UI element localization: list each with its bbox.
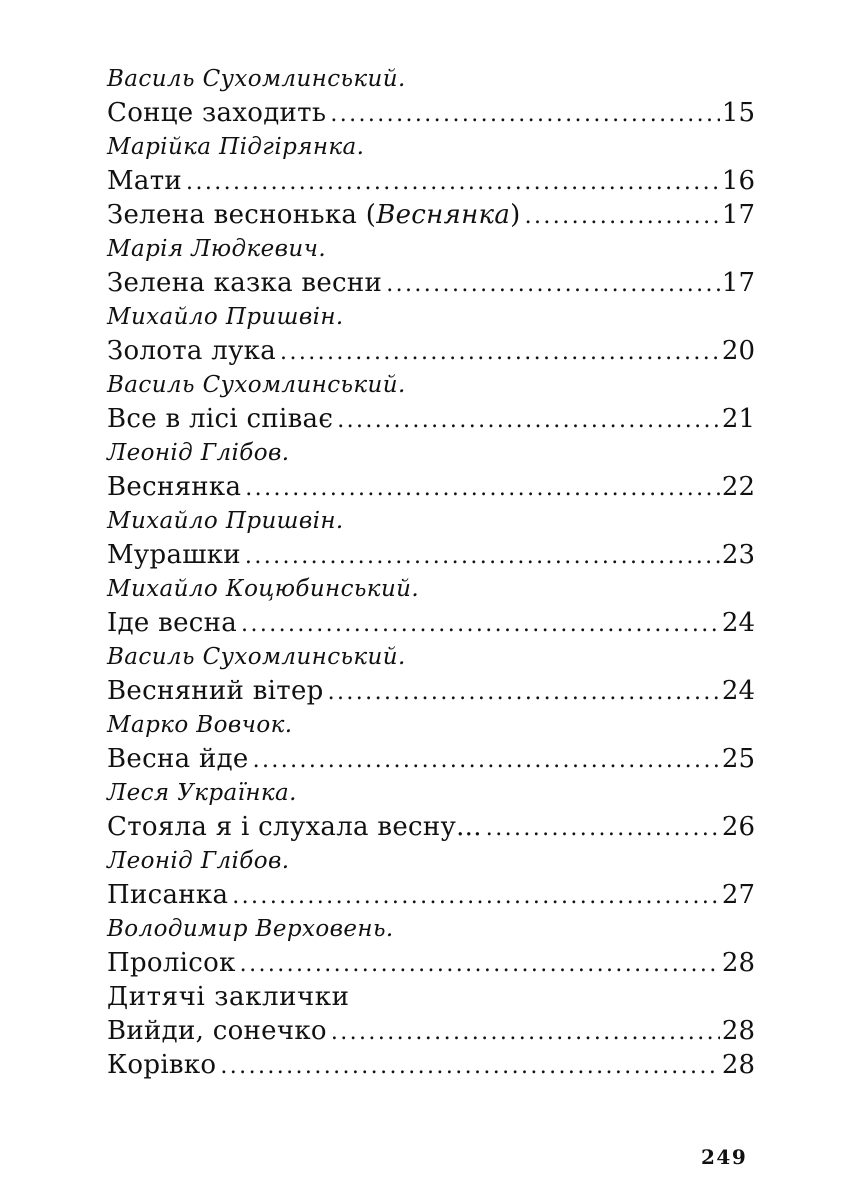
toc-author: Марко Вовчок. (107, 712, 293, 738)
toc-page-number: 28 (721, 1016, 755, 1046)
toc-entry (107, 640, 755, 708)
toc-entry (107, 62, 755, 130)
toc-line (107, 1048, 755, 1082)
toc-entry (107, 232, 755, 300)
toc-line (107, 538, 755, 572)
dot-leader (245, 472, 720, 506)
toc-title: Мати (107, 166, 183, 196)
toc-entry (107, 1014, 755, 1048)
toc-entry (107, 572, 755, 640)
toc-line (107, 266, 755, 300)
toc-page-number: 24 (721, 676, 755, 706)
toc-entry (107, 708, 755, 776)
table-of-contents (107, 62, 755, 1082)
toc-title: Пролісок (107, 948, 236, 978)
toc-line (107, 742, 755, 776)
toc-author: Василь Сухомлинський. (107, 66, 406, 92)
toc-author: Марійка Підгірянка. (107, 134, 365, 160)
toc-title: Мурашки (107, 540, 241, 570)
dot-leader (245, 540, 720, 574)
dot-leader (241, 608, 720, 642)
toc-entry (107, 912, 755, 980)
dot-leader (337, 404, 720, 438)
toc-title: Сонце заходить (107, 98, 327, 128)
toc-author: Леся Українка. (107, 780, 297, 806)
toc-entry (107, 776, 755, 844)
toc-author: Леонід Глібов. (107, 848, 290, 874)
dot-leader (232, 880, 720, 914)
toc-page-number: 26 (721, 812, 755, 842)
toc-page-number: 21 (721, 404, 755, 434)
toc-line (107, 198, 755, 232)
dot-leader (525, 200, 720, 234)
toc-page-number: 23 (721, 540, 755, 570)
toc-title: Вийди, сонечко (107, 1016, 327, 1046)
toc-title: Золота лука (107, 336, 277, 366)
toc-title: Писанка (107, 880, 229, 910)
toc-entry (107, 1048, 755, 1082)
toc-title (107, 198, 521, 232)
section-heading: Дитячі заклички (107, 982, 350, 1012)
toc-line (107, 1014, 755, 1048)
toc-entry (107, 436, 755, 504)
toc-line (107, 606, 755, 640)
toc-entry (107, 368, 755, 436)
toc-line (107, 674, 755, 708)
toc-page-number: 16 (721, 166, 755, 196)
toc-entry (107, 198, 755, 232)
toc-page-number: 25 (721, 744, 755, 774)
toc-entry (107, 844, 755, 912)
dot-leader (328, 676, 720, 710)
toc-page-number: 24 (721, 608, 755, 638)
dot-leader (253, 744, 720, 778)
toc-title: Весна йде (107, 744, 249, 774)
toc-author: Леонід Глібов. (107, 440, 290, 466)
toc-line (107, 946, 755, 980)
toc-page-number: 20 (721, 336, 755, 366)
toc-line (107, 96, 755, 130)
toc-author: Михайло Коцюбинський. (107, 576, 420, 602)
toc-entry (107, 504, 755, 572)
toc-author: Василь Сухомлинський. (107, 644, 406, 670)
toc-title-close: ) (510, 200, 521, 230)
toc-page-number: 28 (721, 948, 755, 978)
dot-leader (220, 1050, 720, 1084)
dot-leader (330, 98, 720, 132)
toc-page-number: 22 (721, 472, 755, 502)
toc-line (107, 470, 755, 504)
dot-leader (486, 812, 720, 846)
toc-author: Марія Людкевич. (107, 236, 327, 262)
dot-leader (331, 1016, 720, 1050)
toc-author: Василь Сухомлинський. (107, 372, 406, 398)
dot-leader (240, 948, 720, 982)
toc-line (107, 878, 755, 912)
toc-title: Весняний вітер (107, 676, 324, 706)
toc-title-main: Зелена веснонька ( (107, 200, 377, 230)
toc-entry (107, 300, 755, 368)
page-number: 249 (701, 1145, 748, 1169)
toc-title: Веснянка (107, 472, 242, 502)
dot-leader (280, 336, 720, 370)
toc-entry (107, 130, 755, 198)
toc-author: Михайло Пришвін. (107, 508, 344, 534)
toc-page-number: 27 (721, 880, 755, 910)
toc-title: Корівко (107, 1050, 217, 1080)
toc-page-number: 17 (721, 200, 755, 230)
dot-leader (386, 268, 720, 302)
toc-page-number: 28 (721, 1050, 755, 1080)
dot-leader (186, 166, 720, 200)
toc-title: Зелена казка весни (107, 268, 383, 298)
toc-line (107, 164, 755, 198)
toc-line (107, 810, 755, 844)
toc-page-number: 17 (721, 268, 755, 298)
toc-title-italic: Веснянка (376, 200, 511, 230)
toc-author: Володимир Верховень. (107, 916, 394, 942)
toc-line (107, 402, 755, 436)
toc-author: Михайло Пришвін. (107, 304, 344, 330)
toc-title: Все в лісі співає (107, 404, 334, 434)
toc-page-number: 15 (721, 98, 755, 128)
toc-title: Іде весна (107, 608, 238, 638)
toc-title: Стояла я і слухала весну... (107, 812, 482, 842)
toc-line (107, 334, 755, 368)
